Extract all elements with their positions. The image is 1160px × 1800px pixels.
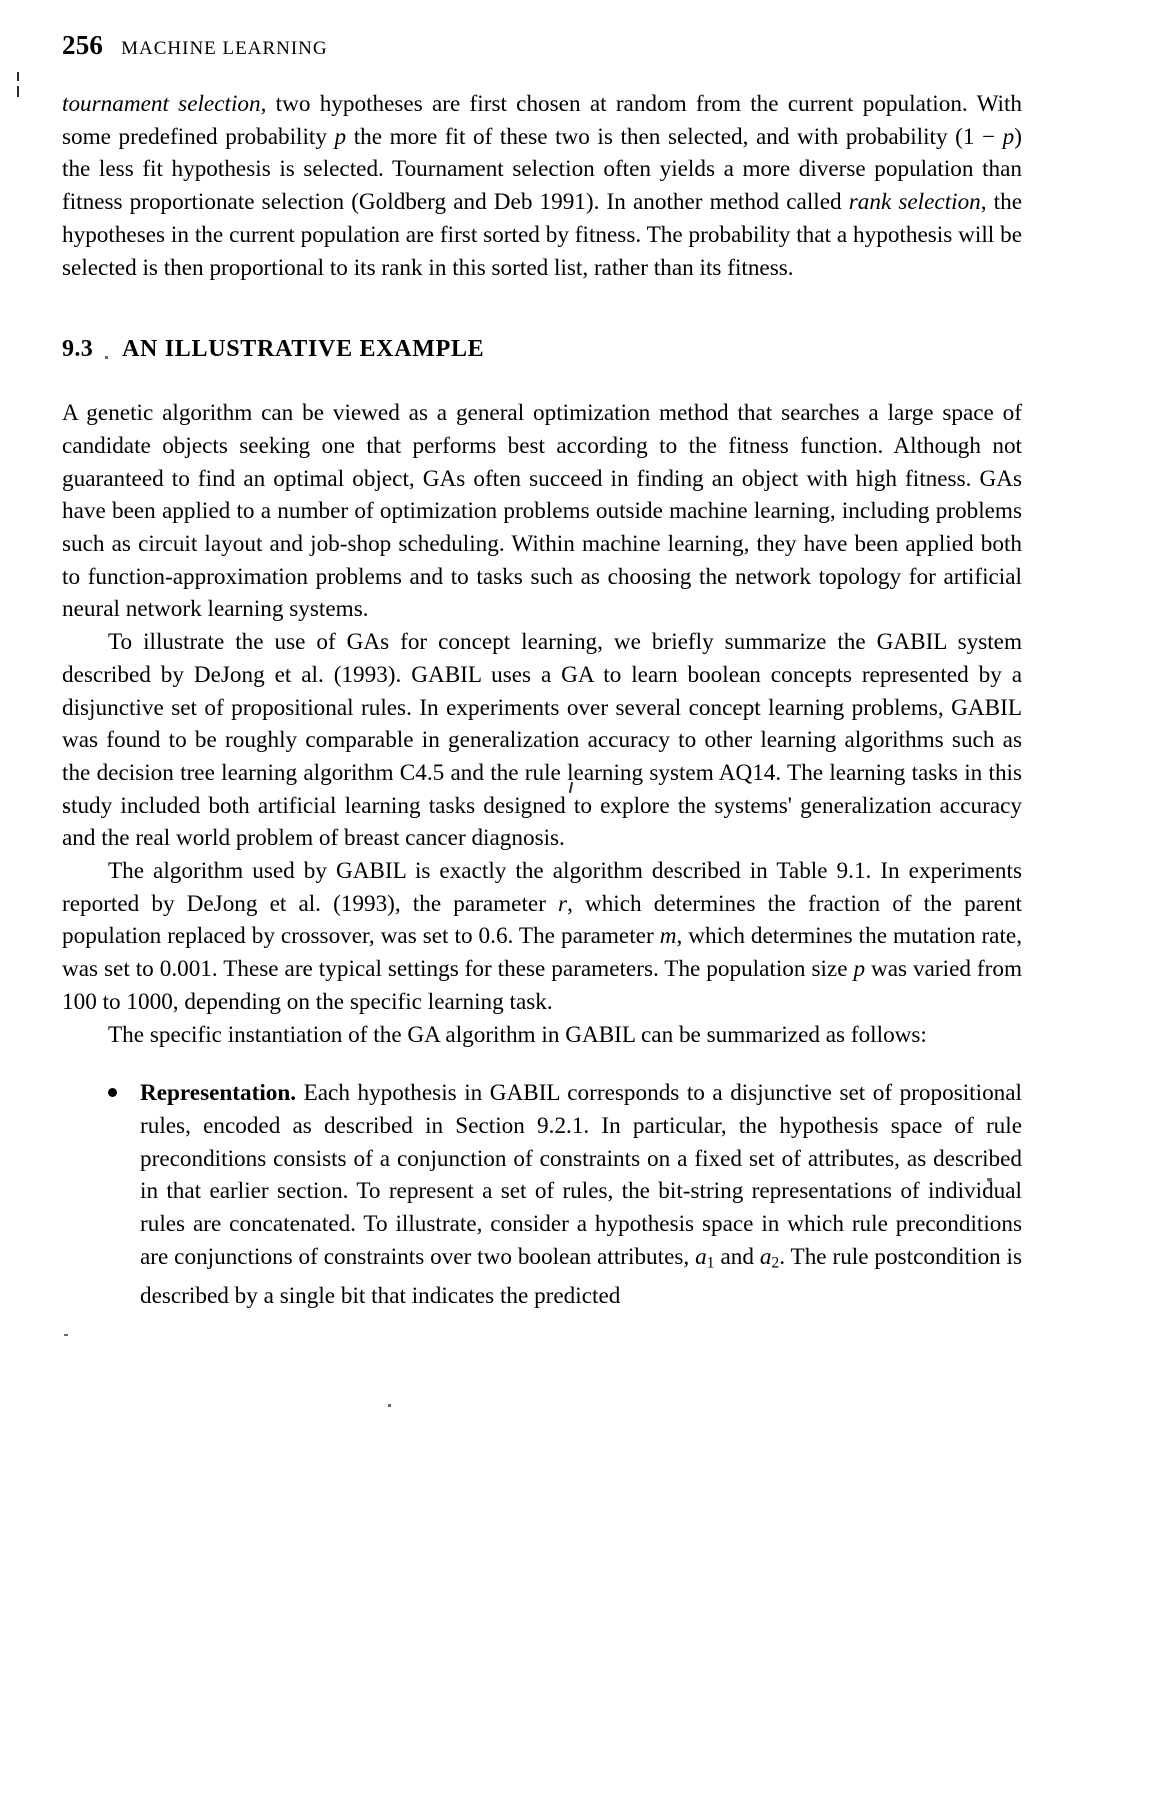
math-variable-r: r <box>558 890 568 917</box>
math-variable-a2: a <box>759 1243 772 1270</box>
text-column <box>62 88 1022 1313</box>
scan-artifact-speck <box>388 1404 391 1407</box>
section-heading <box>62 336 1022 363</box>
math-variable-m: m <box>659 923 677 950</box>
paragraph-gabil-parameters: The algorithm used by GABIL is exactly the algorithm described in Table 9.1. In experiments reported by DeJong et al. (1993), the parameter r, which determines the fraction of the parent population replaced by crossover, was set to 0.6. The parameter m, which determines the mutation rate, was set to 0.001. These are typical settings for these parameters. The population size p was varied from 100 to 1000, depending on the specific learning task. <box>62 858 1023 1015</box>
summary-bullet-list <box>62 1077 1022 1312</box>
math-variable-a1: a <box>695 1243 707 1270</box>
scan-artifact-mark <box>17 72 19 81</box>
page-number: 256 <box>62 30 104 60</box>
scan-artifact-speck <box>64 1334 68 1336</box>
bullet-dot-icon <box>108 1088 117 1097</box>
running-head-title: MACHINE LEARNING <box>121 38 328 59</box>
paragraph-gabil-intro: To illustrate the use of GAs for concept learning, we briefly summarize the GABIL system described by DeJong et al. (1993). GABIL uses a GA to learn boolean concepts represented by a disjunctive set of propositional rules. In experiments over several concept learning problems, GABIL was found to be roughly comparable in generalization accuracy to other learning algorithms such as the decision tree learning algorithm C4.5 and the rule learning system AQ14. The learning tasks in this study included both artificial learning tasks designed to explore the systems' generalization accuracy and the real world problem of breast cancer diagnosis. <box>62 629 1022 852</box>
section-title: AN ILLUSTRATIVE EXAMPLE <box>122 336 485 363</box>
section-number: 9.3 <box>62 336 94 363</box>
term-rank-selection: rank selection <box>848 189 981 216</box>
subscript-1: 1 <box>706 1254 715 1272</box>
math-variable-p: p <box>334 123 347 150</box>
term-tournament-selection: tournament selection <box>62 91 261 117</box>
math-variable-p: p <box>853 956 866 983</box>
bullet-lead-in-label: Representation. <box>140 1080 297 1107</box>
list-item: Representation. Each hypothesis in GABIL corresponds to a disjunctive set of propositional rules, encoded as described in Section 9.2.1. In particular, the hypothesis space of rule preconditions consists of a conjunction of constraints on a fixed set of attributes, as described in that earlier section. To represent a set of rules, the bit-string representations of individual rules are concatenated. To illustrate, consider a hypothesis space in which rule preconditions are conjunctions of constraints over two boolean attributes, $a_1$ and $a_2$. The rule postcondition is described by a single bit that indicates the predicted <box>62 1077 1022 1312</box>
spacer <box>62 1051 1022 1077</box>
subscript-2: 2 <box>771 1254 780 1272</box>
scan-artifact-mark <box>17 86 19 97</box>
math-variable-p: p <box>1002 123 1015 150</box>
paragraph-list-intro: The specific instantiation of the GA algorithm in GABIL can be summarized as follows: <box>108 1021 927 1048</box>
running-head <box>62 30 328 61</box>
paragraph-ga-overview: A genetic algorithm can be viewed as a general optimization method that searches a large space of candidate objects seeking one that performs best according to the fitness function. Although not guaranteed to find an optimal object, GAs often succeed in finding an object with high fitness. GAs have been applied to a number of optimization problems outside machine learning, including problems such as circuit layout and job-shop scheduling. Within machine learning, they have been applied both to function-approximation problems and to tasks such as choosing the network topology for artificial neural network learning systems. <box>62 400 1022 623</box>
paragraph-tournament-selection: tournament selection, two hypotheses are first chosen at random from the current population. With some predefined probability p the more fit of these two is then selected, and with probability (1 − p) the less fit hypothesis is selected. Tournament selection often yields a more diverse population than fitness proportionate selection (Goldberg and Deb 1991). In another method called rank selection, the hypotheses in the current population are first sorted by fitness. The probability that a hypothesis will be selected is then proportional to its rank in this sorted list, rather than its fitness. <box>62 91 1023 281</box>
